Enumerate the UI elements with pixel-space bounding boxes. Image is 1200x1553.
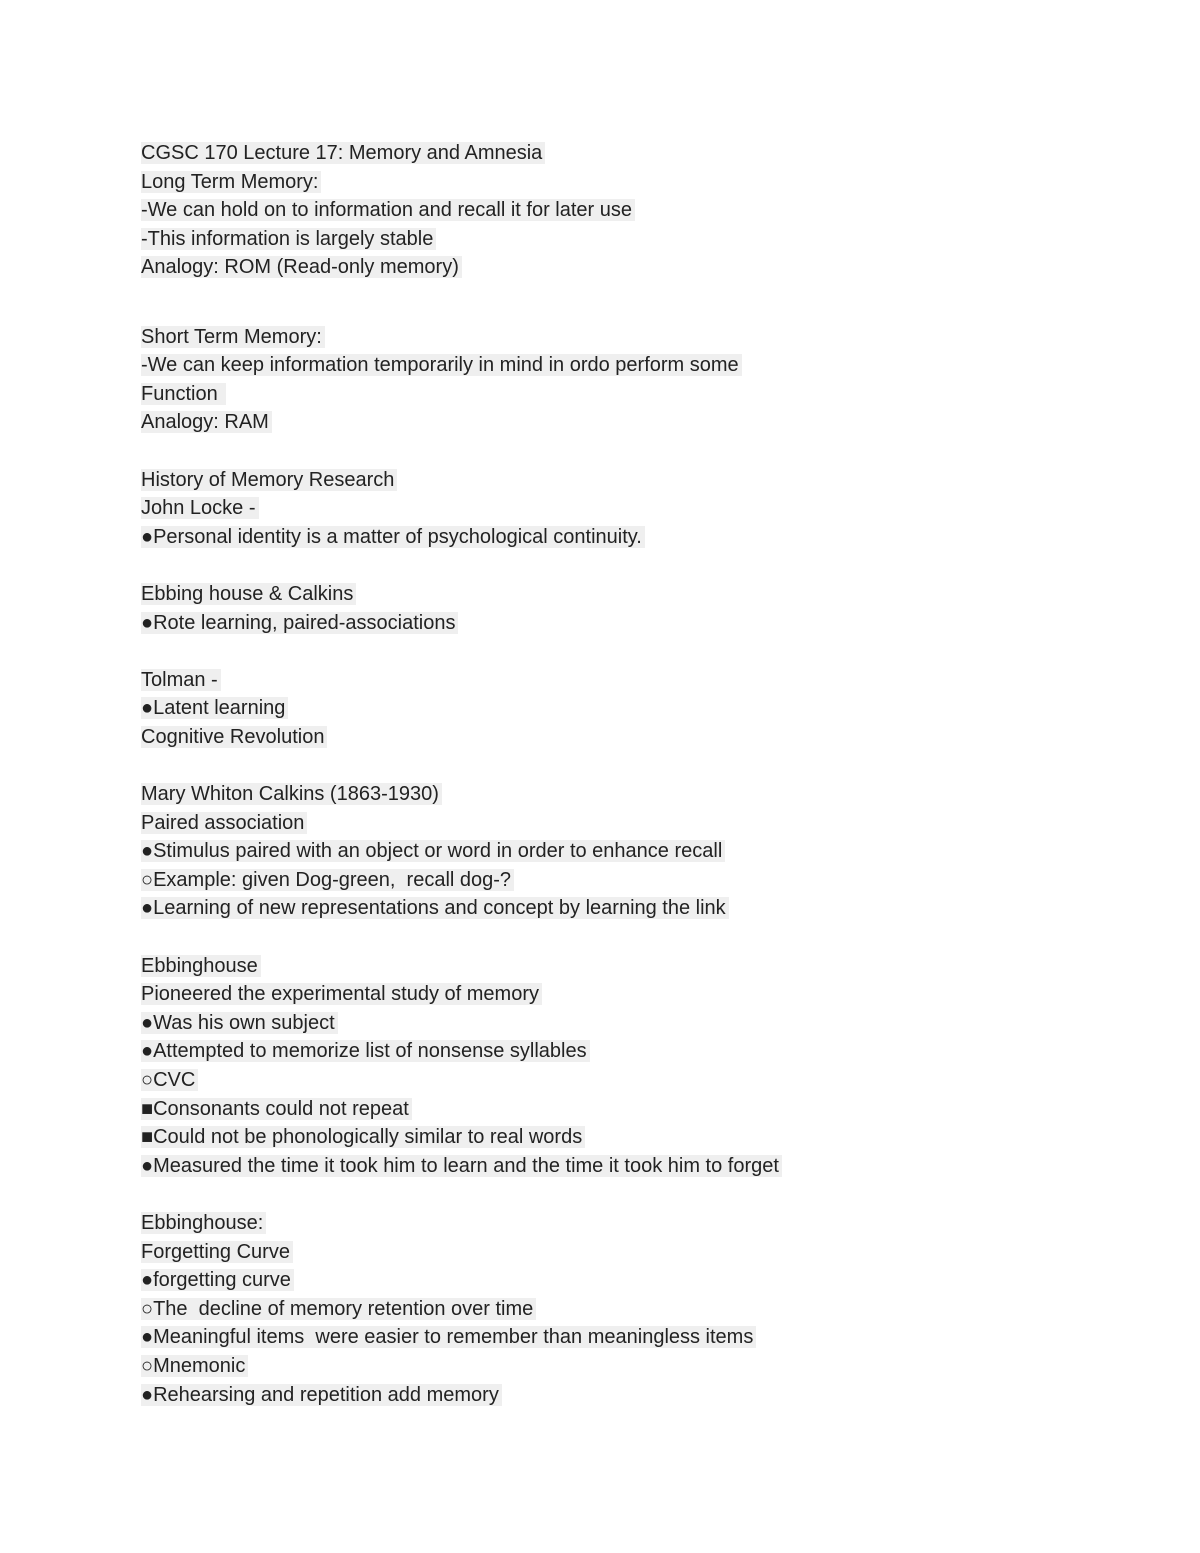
text-line (141, 723, 1041, 752)
line-text: ●Stimulus paired with an object or word in order to enhance recall (141, 840, 725, 862)
line-text: Tolman - (141, 669, 221, 691)
line-text: ●Attempted to memorize list of nonsense syllables (141, 1040, 590, 1062)
line-text: CGSC 170 Lecture 17: Memory and Amnesia (141, 142, 545, 164)
line-text: -We can keep information temporarily in mind in ordo perform some (141, 354, 742, 376)
line-text: History of Memory Research (141, 469, 397, 491)
text-line (141, 253, 1041, 282)
text-line (141, 1381, 1041, 1410)
line-text: Analogy: ROM (Read-only memory) (141, 256, 462, 278)
line-text: Short Term Memory: (141, 326, 325, 348)
text-line (141, 323, 1041, 352)
text-line (141, 952, 1041, 981)
text-line (141, 466, 1041, 495)
blank-line (141, 282, 1041, 311)
text-line (141, 1352, 1041, 1381)
text-line (141, 866, 1041, 895)
text-line (141, 837, 1041, 866)
line-text: Cognitive Revolution (141, 726, 327, 748)
line-text: Pioneered the experimental study of memory (141, 983, 542, 1005)
text-line (141, 380, 1041, 409)
text-line (141, 225, 1041, 254)
blank-line (141, 637, 1041, 666)
line-text: ○Example: given Dog-green, recall dog-? (141, 869, 514, 891)
line-text: Ebbinghouse: (141, 1212, 266, 1234)
text-line (141, 666, 1041, 695)
text-line (141, 1323, 1041, 1352)
blank-line (141, 751, 1041, 780)
line-text: ●forgetting curve (141, 1269, 294, 1291)
text-line (141, 1152, 1041, 1181)
line-text: Function (141, 383, 226, 405)
line-text: Forgetting Curve (141, 1241, 293, 1263)
text-line (141, 494, 1041, 523)
text-line (141, 1066, 1041, 1095)
line-text: Ebbing house & Calkins (141, 583, 356, 605)
text-line (141, 609, 1041, 638)
line-text: Analogy: RAM (141, 411, 272, 433)
line-text: Long Term Memory: (141, 171, 321, 193)
line-text: -This information is largely stable (141, 228, 436, 250)
line-text: Paired association (141, 812, 307, 834)
line-text: ○Mnemonic (141, 1355, 248, 1377)
line-text: ●Was his own subject (141, 1012, 338, 1034)
line-text: ●Personal identity is a matter of psychological continuity. (141, 526, 645, 548)
line-text: ■Consonants could not repeat (141, 1098, 412, 1120)
text-line (141, 1209, 1041, 1238)
text-line (141, 196, 1041, 225)
line-text: Mary Whiton Calkins (1863-1930) (141, 783, 442, 805)
text-line (141, 580, 1041, 609)
text-line (141, 894, 1041, 923)
text-line (141, 1295, 1041, 1324)
document-body (141, 139, 1041, 1409)
line-text: -We can hold on to information and recall it for later use (141, 199, 635, 221)
text-line (141, 408, 1041, 437)
line-text: ●Learning of new representations and concept by learning the link (141, 897, 729, 919)
line-text: Ebbinghouse (141, 955, 261, 977)
line-text: ○The decline of memory retention over time (141, 1298, 536, 1320)
text-line (141, 351, 1041, 380)
line-text: ●Meaningful items were easier to remember than meaningless items (141, 1326, 756, 1348)
line-text: John Locke - (141, 497, 259, 519)
text-line (141, 1037, 1041, 1066)
blank-line (141, 551, 1041, 580)
line-text: ■Could not be phonologically similar to real words (141, 1126, 585, 1148)
blank-line (141, 437, 1041, 466)
text-line (141, 1238, 1041, 1267)
text-line (141, 139, 1041, 168)
text-line (141, 168, 1041, 197)
line-text: ●Measured the time it took him to learn and the time it took him to forget (141, 1155, 782, 1177)
line-text: ●Latent learning (141, 697, 288, 719)
blank-line (141, 1180, 1041, 1209)
text-line (141, 1123, 1041, 1152)
text-line (141, 809, 1041, 838)
text-line (141, 1266, 1041, 1295)
text-line (141, 1095, 1041, 1124)
blank-line (141, 923, 1041, 952)
text-line (141, 780, 1041, 809)
line-text: ●Rehearsing and repetition add memory (141, 1384, 502, 1406)
text-line (141, 980, 1041, 1009)
line-text: ●Rote learning, paired-associations (141, 612, 458, 634)
text-line (141, 694, 1041, 723)
text-line (141, 523, 1041, 552)
text-line (141, 1009, 1041, 1038)
line-text: ○CVC (141, 1069, 198, 1091)
